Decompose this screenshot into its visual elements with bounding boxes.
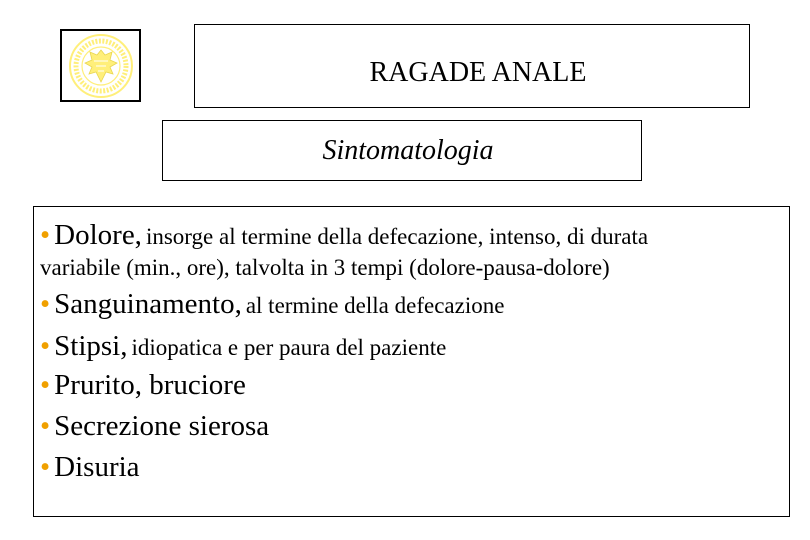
item-detail: insorge al termine della defecazione, intenso, di durata [145,224,649,249]
list-item [40,412,269,441]
subtitle-box [162,120,642,181]
university-seal-icon [64,33,138,99]
logo-frame [60,29,141,102]
bullet-icon: • [40,219,51,251]
list-item [40,221,648,250]
bullet-icon: • [40,369,51,401]
list-item [40,290,504,319]
bullet-icon: • [40,410,51,442]
title-box [194,24,750,108]
item-term: Secrezione sierosa [54,410,270,442]
list-item [40,371,246,400]
item-term: Disuria [54,451,140,483]
item-continuation: variabile (min., ore), talvolta in 3 tempi (dolore-pausa-dolore) [40,255,610,280]
item-term: Dolore, [54,219,142,251]
list-item [40,453,140,482]
bullet-icon: • [40,288,51,320]
page-title: RAGADE ANALE [369,57,587,88]
bullet-icon: • [40,451,51,483]
bullet-icon: • [40,330,51,362]
item-term: Sanguinamento, [54,288,242,320]
item-detail: idiopatica e per paura del paziente [131,335,447,360]
symptom-list [33,206,790,517]
item-detail: al termine della defecazione [245,293,505,318]
list-item [40,332,446,361]
item-term: Prurito, bruciore [54,369,246,401]
item-term: Stipsi, [54,330,128,362]
page-subtitle: Sintomatologia [322,135,494,166]
